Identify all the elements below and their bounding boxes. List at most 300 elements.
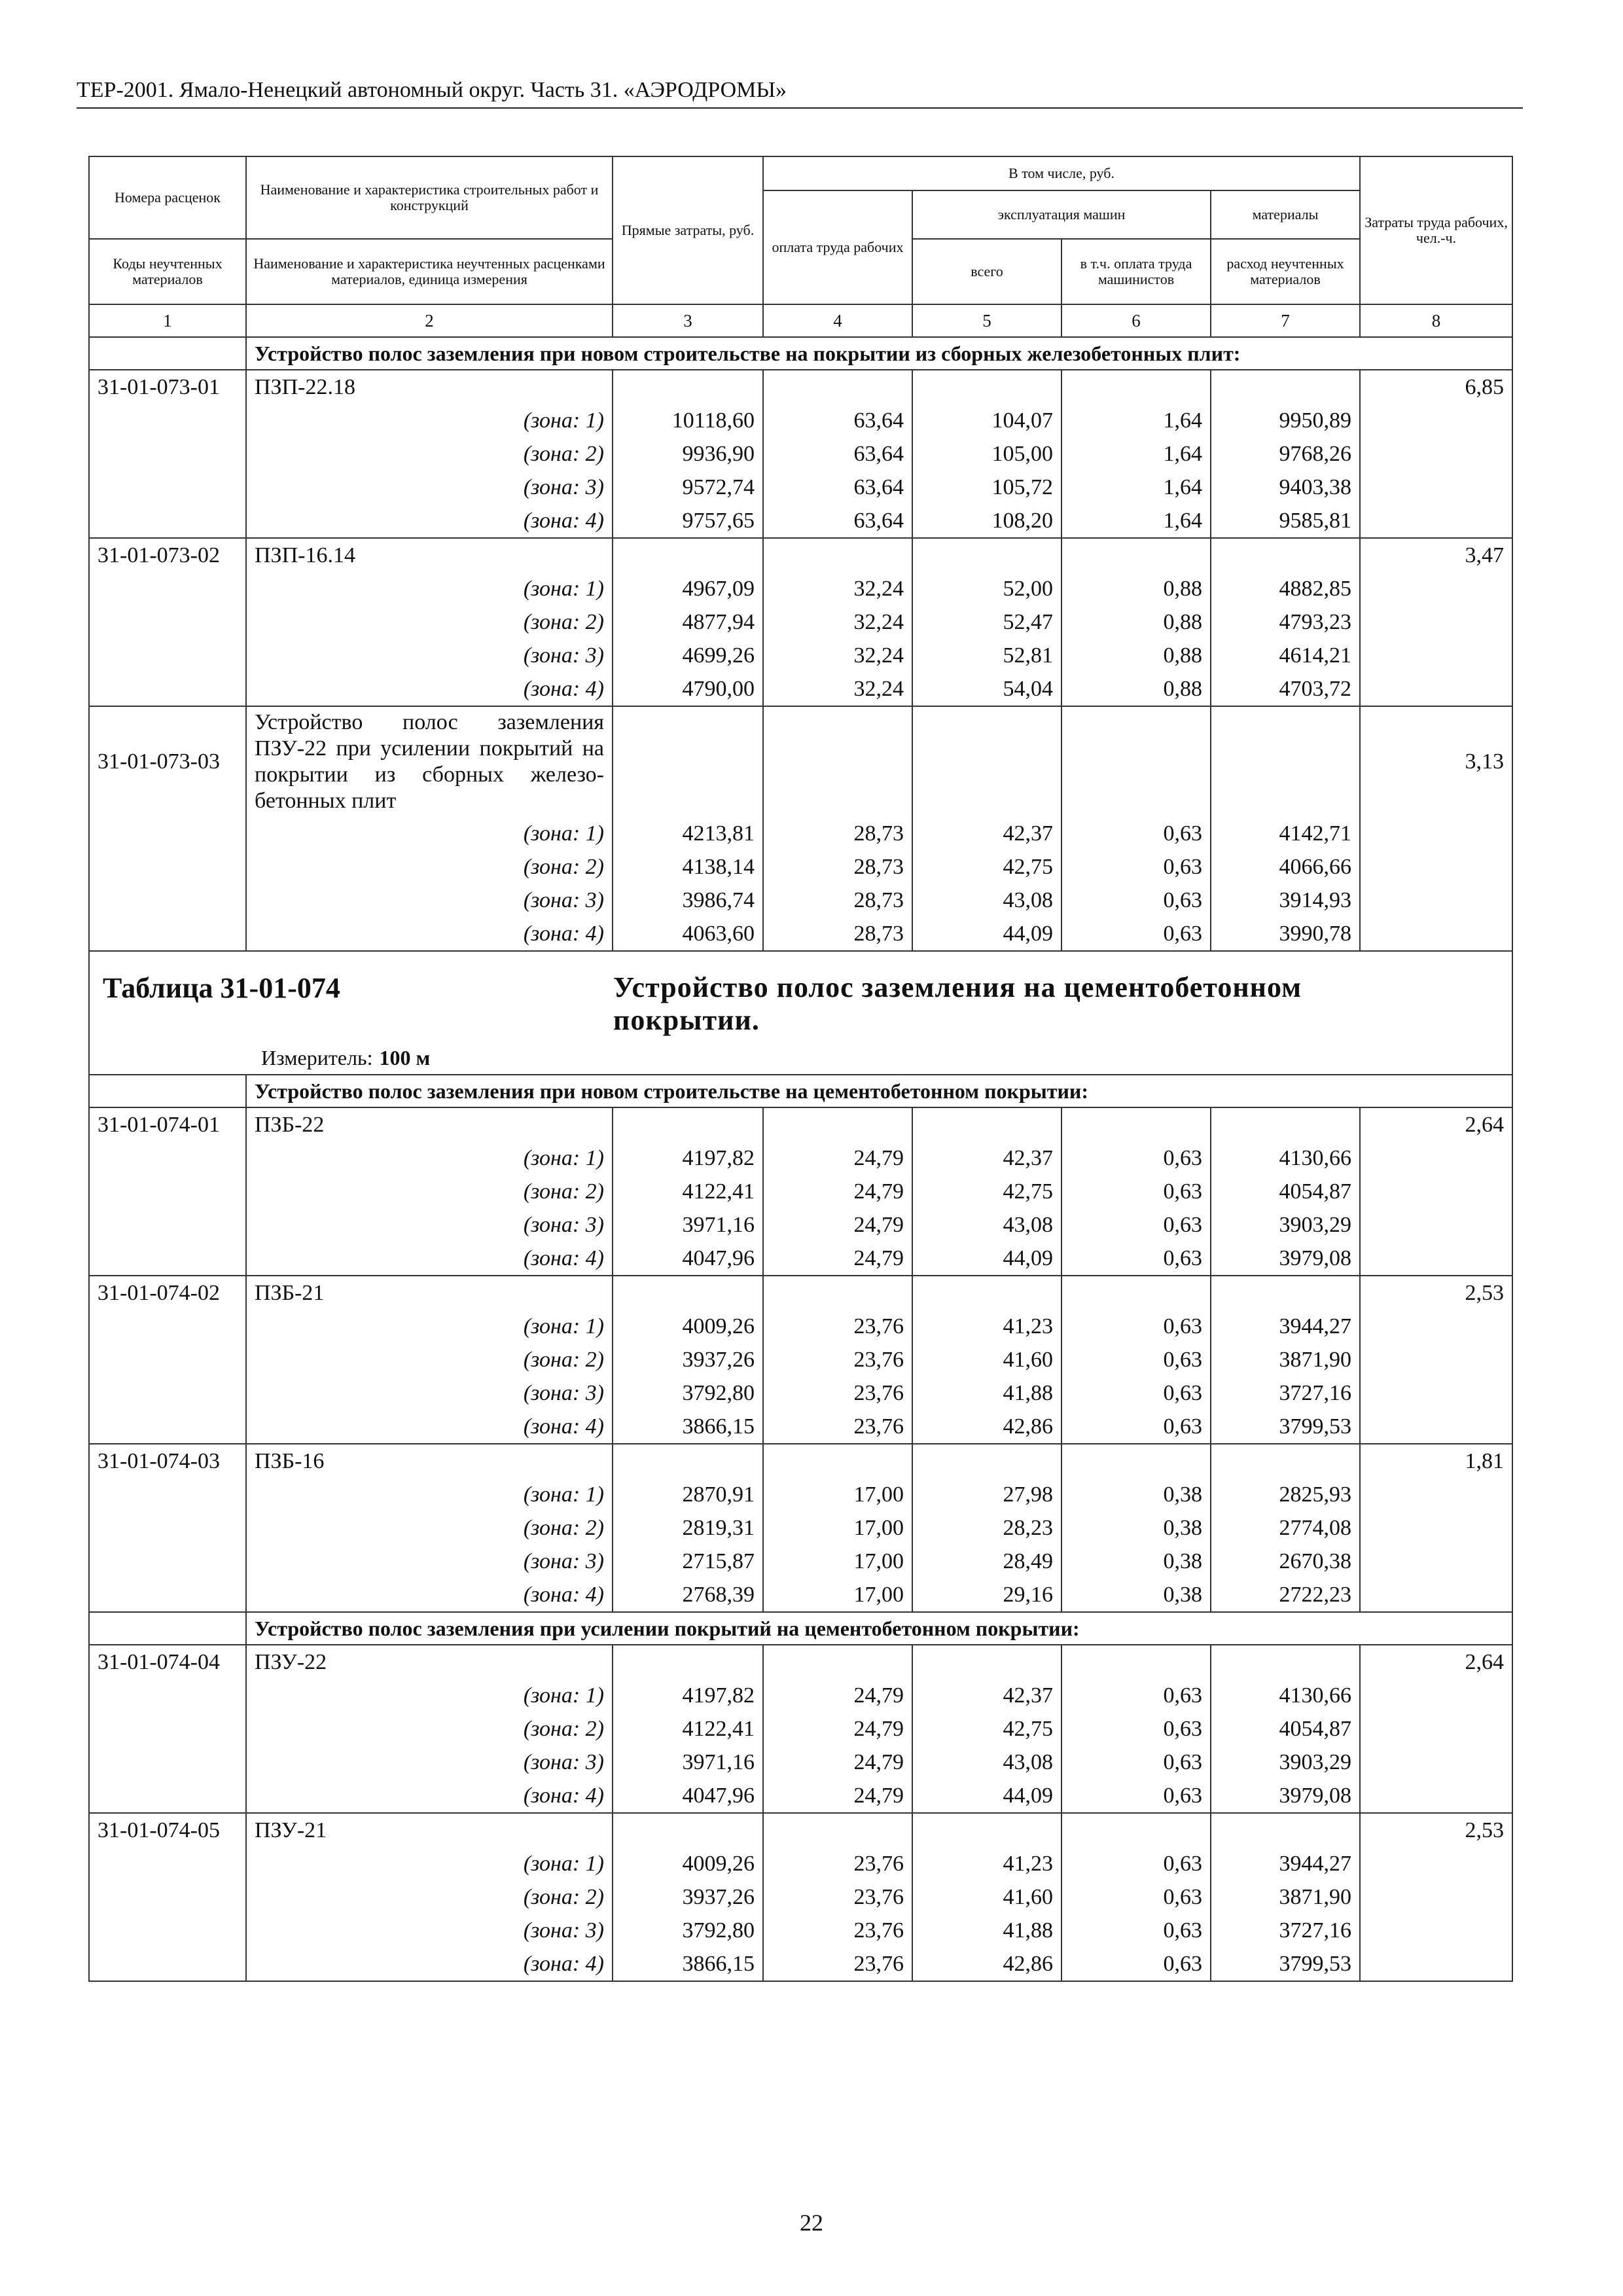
zone-label: (зона: 3) xyxy=(246,1914,613,1947)
empty-cell xyxy=(763,538,912,572)
labor-pay: 63,64 xyxy=(763,437,912,471)
section-heading-row xyxy=(89,337,1512,370)
empty-cell xyxy=(89,1242,246,1276)
labor-pay: 63,64 xyxy=(763,504,912,538)
labor-pay: 17,00 xyxy=(763,1478,912,1511)
direct-costs: 9572,74 xyxy=(613,471,763,504)
empty-cell xyxy=(89,1410,246,1444)
labor-pay: 23,76 xyxy=(763,1343,912,1376)
machines-total: 52,47 xyxy=(912,605,1061,639)
empty-cell xyxy=(1061,1645,1211,1679)
zone-label: (зона: 4) xyxy=(246,1779,613,1813)
column-numbers-row xyxy=(89,304,1512,337)
rate-code: 31-01-073-03 xyxy=(89,706,246,817)
empty-cell xyxy=(89,884,246,917)
zone-label: (зона: 2) xyxy=(246,1343,613,1376)
empty-cell xyxy=(1360,639,1512,672)
labor-pay: 28,73 xyxy=(763,850,912,884)
empty-cell xyxy=(89,1779,246,1813)
empty-cell xyxy=(613,1107,763,1141)
empty-cell xyxy=(89,1545,246,1578)
item-row xyxy=(89,1107,1512,1141)
empty-cell xyxy=(89,1880,246,1914)
zone-row xyxy=(89,437,1512,471)
machines-total: 42,86 xyxy=(912,1947,1061,1981)
direct-costs: 4197,82 xyxy=(613,1141,763,1175)
empty-cell xyxy=(1360,504,1512,538)
rate-code: 31-01-074-03 xyxy=(89,1444,246,1478)
machines-total: 42,86 xyxy=(912,1410,1061,1444)
empty-cell xyxy=(89,1478,246,1511)
materials-cost: 3871,90 xyxy=(1211,1343,1360,1376)
operators-pay: 0,63 xyxy=(1061,1242,1211,1276)
materials-cost: 3903,29 xyxy=(1211,1746,1360,1779)
machines-total: 41,88 xyxy=(912,1376,1061,1410)
column-number: 8 xyxy=(1360,304,1512,337)
machines-total: 43,08 xyxy=(912,884,1061,917)
labor-cost: 3,47 xyxy=(1360,538,1512,572)
empty-cell xyxy=(1360,1175,1512,1208)
machines-total: 29,16 xyxy=(912,1578,1061,1612)
zone-label: (зона: 3) xyxy=(246,1545,613,1578)
materials-cost: 2670,38 xyxy=(1211,1545,1360,1578)
item-row xyxy=(89,1276,1512,1310)
labor-pay: 23,76 xyxy=(763,1310,912,1343)
zone-row xyxy=(89,1141,1512,1175)
zone-row xyxy=(89,817,1512,850)
operators-pay: 1,64 xyxy=(1061,404,1211,437)
empty-cell xyxy=(1211,1645,1360,1679)
operators-pay: 0,63 xyxy=(1061,1914,1211,1947)
zone-label: (зона: 4) xyxy=(246,1578,613,1612)
operators-pay: 0,63 xyxy=(1061,1880,1211,1914)
empty-cell xyxy=(1360,1208,1512,1242)
empty-cell xyxy=(89,404,246,437)
zone-row xyxy=(89,504,1512,538)
rate-code: 31-01-073-02 xyxy=(89,538,246,572)
direct-costs: 4967,09 xyxy=(613,572,763,605)
zone-label: (зона: 1) xyxy=(246,1847,613,1880)
empty-cell xyxy=(1360,1847,1512,1880)
operators-pay: 1,64 xyxy=(1061,504,1211,538)
empty-cell xyxy=(1061,1813,1211,1847)
materials-cost: 2825,93 xyxy=(1211,1478,1360,1511)
operators-pay: 0,63 xyxy=(1061,1208,1211,1242)
machines-total: 42,37 xyxy=(912,1679,1061,1712)
materials-cost: 3799,53 xyxy=(1211,1947,1360,1981)
empty-cell xyxy=(89,1175,246,1208)
zone-row xyxy=(89,1175,1512,1208)
page-number: 22 xyxy=(800,2210,823,2236)
empty-cell xyxy=(1360,917,1512,951)
machines-total: 42,75 xyxy=(912,850,1061,884)
column-number: 4 xyxy=(763,304,912,337)
header-machines-total: всего xyxy=(912,239,1061,304)
empty-cell xyxy=(89,1712,246,1746)
empty-cell xyxy=(763,370,912,404)
materials-cost: 9950,89 xyxy=(1211,404,1360,437)
document-title: ТЕР-2001. Ямало-Ненецкий автономный округ. Часть 31. «АЭРОДРОМЫ» xyxy=(77,78,787,102)
column-number: 5 xyxy=(912,304,1061,337)
header-material-codes: Коды неучтенных материалов xyxy=(89,239,246,304)
operators-pay: 0,63 xyxy=(1061,1712,1211,1746)
empty-cell xyxy=(1360,884,1512,917)
empty-cell xyxy=(613,538,763,572)
empty-cell xyxy=(613,1444,763,1478)
header-labor-costs: Затраты труда рабочих, чел.-ч. xyxy=(1360,156,1512,304)
header-materials: материалы xyxy=(1211,190,1360,239)
empty-cell xyxy=(1211,1276,1360,1310)
direct-costs: 4009,26 xyxy=(613,1310,763,1343)
header-including: В том числе, руб. xyxy=(763,156,1360,190)
machines-total: 41,60 xyxy=(912,1343,1061,1376)
empty-cell xyxy=(613,706,763,817)
labor-pay: 28,73 xyxy=(763,917,912,951)
labor-pay: 24,79 xyxy=(763,1208,912,1242)
materials-cost: 9403,38 xyxy=(1211,471,1360,504)
empty-cell xyxy=(89,850,246,884)
machines-total: 52,81 xyxy=(912,639,1061,672)
operators-pay: 0,63 xyxy=(1061,1746,1211,1779)
zone-label: (зона: 4) xyxy=(246,1410,613,1444)
empty-cell xyxy=(912,1276,1061,1310)
table-title-row xyxy=(89,951,1512,1075)
zone-row xyxy=(89,639,1512,672)
empty-cell xyxy=(89,917,246,951)
materials-cost: 3990,78 xyxy=(1211,917,1360,951)
empty-cell xyxy=(613,1276,763,1310)
zone-row xyxy=(89,1410,1512,1444)
zone-label: (зона: 2) xyxy=(246,1511,613,1545)
direct-costs: 3986,74 xyxy=(613,884,763,917)
labor-pay: 32,24 xyxy=(763,572,912,605)
labor-pay: 23,76 xyxy=(763,1880,912,1914)
zone-label: (зона: 1) xyxy=(246,1679,613,1712)
empty-cell xyxy=(1061,1444,1211,1478)
unit-label: Измеритель: xyxy=(261,1046,373,1069)
zone-label: (зона: 3) xyxy=(246,1746,613,1779)
direct-costs: 4197,82 xyxy=(613,1679,763,1712)
empty-cell xyxy=(89,1578,246,1612)
column-number: 2 xyxy=(246,304,613,337)
labor-pay: 32,24 xyxy=(763,672,912,706)
empty-cell xyxy=(1360,1779,1512,1813)
labor-pay: 24,79 xyxy=(763,1141,912,1175)
direct-costs: 4047,96 xyxy=(613,1779,763,1813)
machines-total: 41,60 xyxy=(912,1880,1061,1914)
machines-total: 42,37 xyxy=(912,817,1061,850)
direct-costs: 3866,15 xyxy=(613,1410,763,1444)
empty-cell xyxy=(89,1310,246,1343)
zone-label: (зона: 3) xyxy=(246,884,613,917)
empty-cell xyxy=(89,1511,246,1545)
zone-row xyxy=(89,1578,1512,1612)
table-title-cell xyxy=(89,951,1512,1075)
labor-cost: 2,53 xyxy=(1360,1276,1512,1310)
zone-label: (зона: 1) xyxy=(246,1478,613,1511)
empty-cell xyxy=(1211,370,1360,404)
rate-name: ПЗБ-22 xyxy=(246,1107,613,1141)
empty-cell xyxy=(1360,1478,1512,1511)
zone-label: (зона: 1) xyxy=(246,404,613,437)
operators-pay: 0,88 xyxy=(1061,672,1211,706)
labor-pay: 24,79 xyxy=(763,1679,912,1712)
operators-pay: 0,63 xyxy=(1061,1410,1211,1444)
rate-name: ПЗУ-22 xyxy=(246,1645,613,1679)
operators-pay: 0,63 xyxy=(1061,1310,1211,1343)
unit-value: 100 м xyxy=(379,1046,431,1069)
zone-label: (зона: 3) xyxy=(246,639,613,672)
direct-costs: 4047,96 xyxy=(613,1242,763,1276)
materials-cost: 3914,93 xyxy=(1211,884,1360,917)
operators-pay: 0,38 xyxy=(1061,1545,1211,1578)
direct-costs: 4699,26 xyxy=(613,639,763,672)
zone-label: (зона: 3) xyxy=(246,1376,613,1410)
empty-cell xyxy=(89,1947,246,1981)
materials-cost: 4130,66 xyxy=(1211,1141,1360,1175)
zone-row xyxy=(89,1545,1512,1578)
zone-row xyxy=(89,1310,1512,1343)
materials-cost: 3727,16 xyxy=(1211,1376,1360,1410)
operators-pay: 0,63 xyxy=(1061,917,1211,951)
empty-cell xyxy=(1360,1376,1512,1410)
empty-cell xyxy=(89,1343,246,1376)
table-number: Таблица 31-01-074 xyxy=(103,972,340,1004)
header-unaccounted-materials: расход неучтенных материалов xyxy=(1211,239,1360,304)
empty-cell xyxy=(1211,1107,1360,1141)
direct-costs: 9757,65 xyxy=(613,504,763,538)
empty-cell xyxy=(912,1107,1061,1141)
machines-total: 41,23 xyxy=(912,1847,1061,1880)
operators-pay: 0,63 xyxy=(1061,1779,1211,1813)
zone-label: (зона: 2) xyxy=(246,1175,613,1208)
materials-cost: 3944,27 xyxy=(1211,1847,1360,1880)
machines-total: 28,23 xyxy=(912,1511,1061,1545)
rate-name: ПЗУ-21 xyxy=(246,1813,613,1847)
section-heading-row xyxy=(89,1612,1512,1645)
materials-cost: 4614,21 xyxy=(1211,639,1360,672)
labor-cost: 3,13 xyxy=(1360,706,1512,817)
empty-cell xyxy=(1360,1141,1512,1175)
empty-cell xyxy=(1360,1343,1512,1376)
materials-cost: 3944,27 xyxy=(1211,1310,1360,1343)
empty-cell xyxy=(1360,1578,1512,1612)
empty-cell xyxy=(1211,706,1360,817)
zone-row xyxy=(89,1880,1512,1914)
labor-pay: 23,76 xyxy=(763,1847,912,1880)
empty-cell xyxy=(912,538,1061,572)
zone-label: (зона: 2) xyxy=(246,1880,613,1914)
zone-row xyxy=(89,1779,1512,1813)
machines-total: 28,49 xyxy=(912,1545,1061,1578)
empty-cell xyxy=(1360,1880,1512,1914)
rate-name: ПЗП-16.14 xyxy=(246,538,613,572)
section-code-cell xyxy=(89,1075,246,1107)
materials-cost: 3979,08 xyxy=(1211,1779,1360,1813)
empty-cell xyxy=(89,605,246,639)
labor-pay: 24,79 xyxy=(763,1175,912,1208)
item-row xyxy=(89,1444,1512,1478)
empty-cell xyxy=(1360,1679,1512,1712)
labor-pay: 24,79 xyxy=(763,1712,912,1746)
empty-cell xyxy=(1360,605,1512,639)
materials-cost: 3979,08 xyxy=(1211,1242,1360,1276)
direct-costs: 4063,60 xyxy=(613,917,763,951)
empty-cell xyxy=(89,672,246,706)
zone-row xyxy=(89,1847,1512,1880)
labor-pay: 17,00 xyxy=(763,1545,912,1578)
zone-label: (зона: 1) xyxy=(246,1310,613,1343)
direct-costs: 4009,26 xyxy=(613,1847,763,1880)
operators-pay: 0,63 xyxy=(1061,817,1211,850)
materials-cost: 2774,08 xyxy=(1211,1511,1360,1545)
direct-costs: 4122,41 xyxy=(613,1175,763,1208)
empty-cell xyxy=(763,1444,912,1478)
direct-costs: 3792,80 xyxy=(613,1914,763,1947)
machines-total: 43,08 xyxy=(912,1208,1061,1242)
rate-name: ПЗБ-21 xyxy=(246,1276,613,1310)
labor-pay: 23,76 xyxy=(763,1376,912,1410)
header-work-name: Наименование и характеристика строительных работ и конструкций xyxy=(246,156,613,239)
zone-row xyxy=(89,471,1512,504)
empty-cell xyxy=(89,1847,246,1880)
empty-cell xyxy=(89,1746,246,1779)
empty-cell xyxy=(1360,404,1512,437)
machines-total: 54,04 xyxy=(912,672,1061,706)
empty-cell xyxy=(1061,370,1211,404)
materials-cost: 4793,23 xyxy=(1211,605,1360,639)
direct-costs: 4122,41 xyxy=(613,1712,763,1746)
rate-name: ПЗБ-16 xyxy=(246,1444,613,1478)
zone-row xyxy=(89,1914,1512,1947)
section-heading: Устройство полос заземления при усилении покрытий на цементобетонном покрытии: xyxy=(246,1612,1512,1645)
item-row xyxy=(89,1813,1512,1847)
direct-costs: 9936,90 xyxy=(613,437,763,471)
empty-cell xyxy=(1360,672,1512,706)
item-row xyxy=(89,1645,1512,1679)
empty-cell xyxy=(1061,1107,1211,1141)
machines-total: 104,07 xyxy=(912,404,1061,437)
empty-cell xyxy=(613,370,763,404)
zone-label: (зона: 1) xyxy=(246,572,613,605)
section-heading-row xyxy=(89,1075,1512,1107)
empty-cell xyxy=(89,437,246,471)
direct-costs: 2715,87 xyxy=(613,1545,763,1578)
column-number: 6 xyxy=(1061,304,1211,337)
machines-total: 105,72 xyxy=(912,471,1061,504)
machines-total: 44,09 xyxy=(912,1779,1061,1813)
operators-pay: 0,63 xyxy=(1061,1343,1211,1376)
rate-code: 31-01-074-05 xyxy=(89,1813,246,1847)
direct-costs: 10118,60 xyxy=(613,404,763,437)
machines-total: 108,20 xyxy=(912,504,1061,538)
empty-cell xyxy=(89,1208,246,1242)
machines-total: 27,98 xyxy=(912,1478,1061,1511)
empty-cell xyxy=(763,706,912,817)
empty-cell xyxy=(613,1813,763,1847)
empty-cell xyxy=(89,572,246,605)
materials-cost: 4066,66 xyxy=(1211,850,1360,884)
empty-cell xyxy=(1061,538,1211,572)
price-table-container xyxy=(88,156,1512,1982)
machines-total: 42,75 xyxy=(912,1175,1061,1208)
operators-pay: 1,64 xyxy=(1061,437,1211,471)
price-table xyxy=(88,156,1513,1982)
materials-cost: 3727,16 xyxy=(1211,1914,1360,1947)
header-direct-costs: Прямые затраты, руб. xyxy=(613,156,763,304)
operators-pay: 0,38 xyxy=(1061,1578,1211,1612)
empty-cell xyxy=(912,1444,1061,1478)
zone-row xyxy=(89,605,1512,639)
labor-pay: 32,24 xyxy=(763,639,912,672)
zone-label: (зона: 4) xyxy=(246,672,613,706)
section-code-cell xyxy=(89,1612,246,1645)
empty-cell xyxy=(1360,572,1512,605)
operators-pay: 0,88 xyxy=(1061,605,1211,639)
labor-pay: 24,79 xyxy=(763,1746,912,1779)
materials-cost: 4703,72 xyxy=(1211,672,1360,706)
empty-cell xyxy=(1061,1276,1211,1310)
direct-costs: 2819,31 xyxy=(613,1511,763,1545)
zone-row xyxy=(89,1679,1512,1712)
direct-costs: 2768,39 xyxy=(613,1578,763,1612)
direct-costs: 2870,91 xyxy=(613,1478,763,1511)
zone-row xyxy=(89,917,1512,951)
labor-pay: 28,73 xyxy=(763,884,912,917)
labor-pay: 63,64 xyxy=(763,404,912,437)
labor-cost: 6,85 xyxy=(1360,370,1512,404)
table-title xyxy=(103,971,1504,1037)
section-heading: Устройство полос заземления при новом строительстве на цементобетонном покрытии: xyxy=(246,1075,1512,1107)
labor-cost: 2,53 xyxy=(1360,1813,1512,1847)
rate-name: ПЗП-22.18 xyxy=(246,370,613,404)
empty-cell xyxy=(1360,1947,1512,1981)
machines-total: 105,00 xyxy=(912,437,1061,471)
materials-cost: 4130,66 xyxy=(1211,1679,1360,1712)
empty-cell xyxy=(1360,1242,1512,1276)
zone-label: (зона: 3) xyxy=(246,1208,613,1242)
operators-pay: 0,63 xyxy=(1061,884,1211,917)
empty-cell xyxy=(1360,1746,1512,1779)
empty-cell xyxy=(1211,1813,1360,1847)
empty-cell xyxy=(763,1276,912,1310)
labor-cost: 2,64 xyxy=(1360,1107,1512,1141)
empty-cell xyxy=(1211,538,1360,572)
zone-row xyxy=(89,1208,1512,1242)
header-labor-pay: оплата труда рабочих xyxy=(763,190,912,304)
empty-cell xyxy=(89,1141,246,1175)
rate-code: 31-01-074-04 xyxy=(89,1645,246,1679)
unit-of-measure xyxy=(261,1046,1504,1070)
empty-cell xyxy=(89,504,246,538)
empty-cell xyxy=(1360,1914,1512,1947)
labor-pay: 23,76 xyxy=(763,1914,912,1947)
zone-row xyxy=(89,1712,1512,1746)
column-number: 3 xyxy=(613,304,763,337)
zone-row xyxy=(89,850,1512,884)
zone-row xyxy=(89,404,1512,437)
section-heading: Устройство полос заземления при новом строительстве на покрытии из сборных железобетонных плит: xyxy=(246,337,1512,370)
empty-cell xyxy=(763,1107,912,1141)
materials-cost: 2722,23 xyxy=(1211,1578,1360,1612)
empty-cell xyxy=(1360,850,1512,884)
empty-cell xyxy=(912,706,1061,817)
item-row xyxy=(89,538,1512,572)
column-number: 7 xyxy=(1211,304,1360,337)
machines-total: 42,75 xyxy=(912,1712,1061,1746)
materials-cost: 4882,85 xyxy=(1211,572,1360,605)
rate-name: Устройство полос заземления ПЗУ-22 при усилении покрытий на покрытии из сборных железо-бетонных плит xyxy=(246,706,613,817)
